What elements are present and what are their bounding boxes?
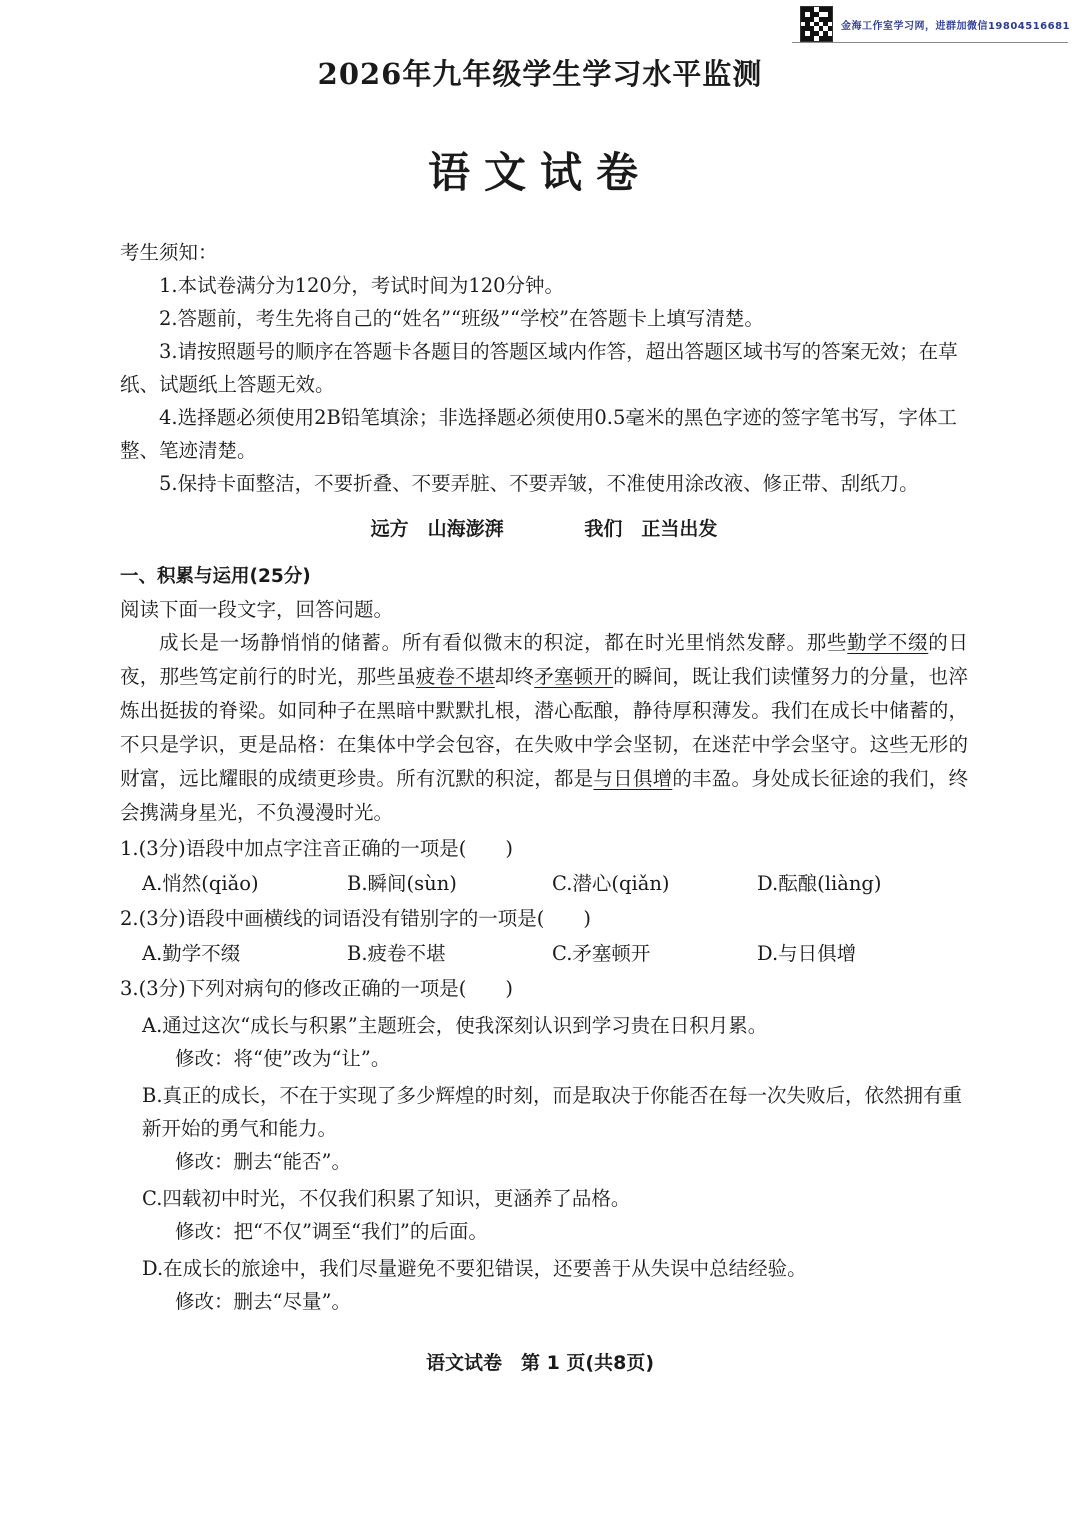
section-title: 一、积累与运用(25分) xyxy=(120,566,311,587)
option-d-fix: 修改：删去“尽量”。 xyxy=(175,1290,351,1313)
question-2-options xyxy=(142,937,968,970)
notice-item: 3.请按照题号的顺序在答题卡各题目的答题区域内作答，超出答题区域书写的答案无效；在草纸、试题纸上答题无效。 xyxy=(120,340,958,396)
page-content xyxy=(120,236,968,1318)
underlined-word: 与日俱增 xyxy=(593,767,673,790)
exam-title: 2026年九年级学生学习水平监测 xyxy=(317,57,763,91)
option-c-fix: 修改：把“不仅”调至“我们”的后面。 xyxy=(175,1220,488,1243)
option-c: C.潜心(qiǎn) xyxy=(552,872,670,895)
question-3-stem: 3.(3分)下列对病句的修改正确的一项是( ) xyxy=(120,977,513,1000)
instruction: 阅读下面一段文字，回答问题。 xyxy=(120,598,394,621)
option-b-fix: 修改：删去“能否”。 xyxy=(175,1150,351,1173)
underlined-word: 矛塞顿开 xyxy=(534,665,614,688)
option-d: D.与日俱增 xyxy=(757,942,857,965)
option-a: A.通过这次“成长与积累”主题班会，使我深刻认识到学习贵在日积月累。 xyxy=(142,1014,768,1037)
option-a: A.勤学不缀 xyxy=(142,942,241,965)
watermark-divider xyxy=(792,42,1068,43)
notice-heading: 考生须知： xyxy=(120,241,218,264)
qr-code-icon xyxy=(800,6,833,42)
reading-passage: 成长是一场静悄悄的储蓄。所有看似微末的积淀，都在时光里悄然发酵。那些勤学不缀的日夜，那些笃定前行的时光，那些虽疲卷不堪却终矛塞顿开的瞬间，既让我们读懂努力的分量，也淬炼出挺拔的脊梁。如同种子在黑暗中默默扎根，潜心酝酿，静待厚积薄发。我们在成长中储蓄的，不只是学识，更是品格：在集体中学会包容，在失败中学会坚韧，在迷茫中学会坚守。这些无形的财富，远比耀眼的成绩更珍贵。所有沉默的积淀，都是与日俱增的丰盈。身处成长征途的我们，终会携满身星光，不负漫漫时光。 xyxy=(120,631,968,824)
option-b: B.疲卷不堪 xyxy=(347,942,446,965)
option-b: B.瞬间(sùn) xyxy=(347,872,457,895)
question-1-options xyxy=(142,867,968,900)
notice-item: 1.本试卷满分为120分，考试时间为120分钟。 xyxy=(159,274,565,297)
motto-right: 我们 正当出发 xyxy=(584,518,718,540)
motto-left: 远方 山海澎湃 xyxy=(370,518,504,540)
notice-item: 2.答题前，考生先将自己的“姓名”“班级”“学校”在答题卡上填写清楚。 xyxy=(159,307,764,330)
option-c: C.四载初中时光，不仅我们积累了知识，更涵养了品格。 xyxy=(142,1187,631,1210)
underlined-word: 疲卷不堪 xyxy=(415,665,495,688)
question-1-stem: 1.(3分)语段中加点字注音正确的一项是( ) xyxy=(120,837,513,860)
underlined-word: 勤学不缀 xyxy=(847,631,929,654)
motto xyxy=(120,513,968,546)
subject-title: 语文试卷 xyxy=(427,148,652,197)
notice-item: 5.保持卡面整洁，不要折叠、不要弄脏、不要弄皱，不准使用涂改液、修正带、刮纸刀。 xyxy=(159,472,919,495)
option-d: D.在成长的旅途中，我们尽量避免不要犯错误，还要善于从失误中总结经验。 xyxy=(142,1257,807,1280)
option-b: B.真正的成长，不在于实现了多少辉煌的时刻，而是取决于你能否在每一次失败后，依然拥有重新开始的勇气和能力。 xyxy=(142,1084,963,1140)
watermark-text: 金海工作室学习网，进群加微信19804516681 xyxy=(840,20,1070,32)
option-d: D.酝酿(liàng) xyxy=(757,872,882,895)
question-2-stem: 2.(3分)语段中画横线的词语没有错别字的一项是( ) xyxy=(120,907,591,930)
option-a: A.悄然(qiǎo) xyxy=(142,872,259,895)
option-a-fix: 修改：将“使”改为“让”。 xyxy=(175,1047,391,1070)
option-c: C.矛塞顿开 xyxy=(552,942,651,965)
page-footer: 语文试卷 第 1 页(共8页) xyxy=(425,1352,655,1374)
notice-item: 4.选择题必须使用2B铅笔填涂；非选择题必须使用0.5毫米的黑色字迹的签字笔书写，字体工整、笔迹清楚。 xyxy=(120,406,957,462)
watermark xyxy=(800,6,1070,42)
